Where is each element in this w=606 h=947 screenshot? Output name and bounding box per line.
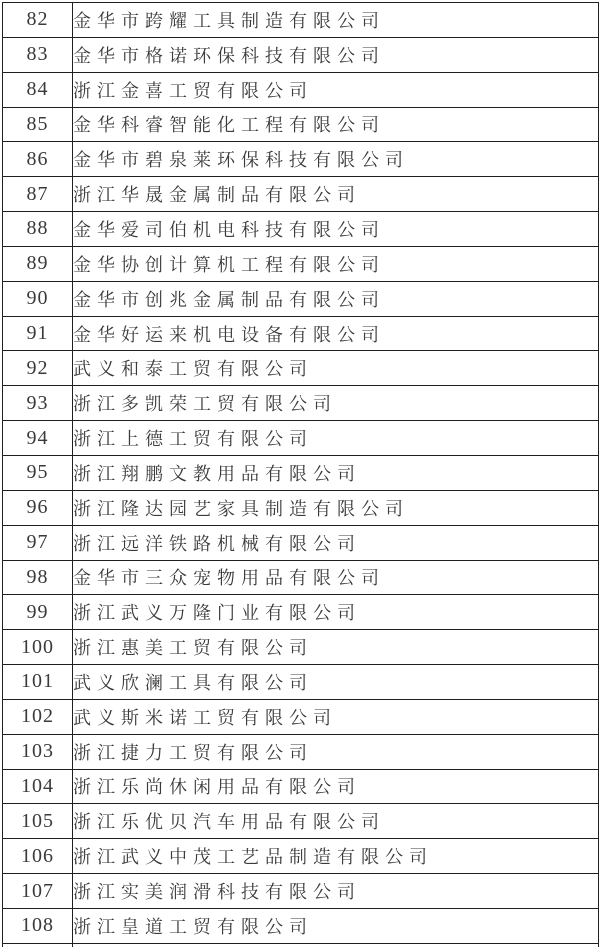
row-number-cell: 94 (3, 421, 73, 456)
company-name-cell: 金华科睿智能化工程有限公司 (73, 107, 599, 142)
company-name-cell: 金华爱司伯机电科技有限公司 (73, 212, 599, 247)
company-table-body (3, 3, 599, 947)
row-number-cell: 101 (3, 665, 73, 700)
row-number-cell: 93 (3, 386, 73, 421)
row-number-cell: 90 (3, 281, 73, 316)
table-row (3, 421, 599, 456)
company-name-cell: 金华市跨耀工具制造有限公司 (73, 3, 599, 38)
row-number-cell: 102 (3, 699, 73, 734)
table-row (3, 490, 599, 525)
table-row (3, 769, 599, 804)
company-name-cell: 武义斯米诺工贸有限公司 (73, 699, 599, 734)
table-row (3, 142, 599, 177)
company-table-container (2, 2, 601, 947)
company-name-cell: 浙江乐优贝汽车用品有限公司 (73, 804, 599, 839)
company-table (2, 2, 599, 947)
table-row (3, 839, 599, 874)
row-number-cell: 104 (3, 769, 73, 804)
table-row (3, 699, 599, 734)
company-name-cell: 浙江华晟金属制品有限公司 (73, 177, 599, 212)
company-name-cell: 浙江武义中茂工艺品制造有限公司 (73, 839, 599, 874)
table-row-partial (3, 943, 599, 947)
row-number-cell: 84 (3, 72, 73, 107)
row-number-cell: 99 (3, 595, 73, 630)
table-row (3, 246, 599, 281)
row-number-cell: 87 (3, 177, 73, 212)
table-row (3, 316, 599, 351)
row-number-cell: 97 (3, 525, 73, 560)
table-row (3, 595, 599, 630)
company-name-cell: 浙江隆达园艺家具制造有限公司 (73, 490, 599, 525)
table-row (3, 37, 599, 72)
company-name-cell: 浙江惠美工贸有限公司 (73, 630, 599, 665)
table-row (3, 177, 599, 212)
table-row (3, 525, 599, 560)
row-number-cell: 100 (3, 630, 73, 665)
company-name-cell: 浙江捷力工贸有限公司 (73, 734, 599, 769)
row-number-cell: 92 (3, 351, 73, 386)
row-number-cell: 103 (3, 734, 73, 769)
row-number-cell: 82 (3, 3, 73, 38)
company-name-cell: 武义和泰工贸有限公司 (73, 351, 599, 386)
table-row (3, 630, 599, 665)
table-row (3, 908, 599, 943)
row-number-cell: 107 (3, 874, 73, 909)
row-number-cell: 98 (3, 560, 73, 595)
company-name-cell: 浙江金喜工贸有限公司 (73, 72, 599, 107)
row-number-cell: 89 (3, 246, 73, 281)
company-name-cell: 浙江皇道工贸有限公司 (73, 908, 599, 943)
row-number-cell: 96 (3, 490, 73, 525)
row-number-cell: 95 (3, 455, 73, 490)
table-row (3, 665, 599, 700)
table-row (3, 107, 599, 142)
company-name-cell: 武义欣澜工具有限公司 (73, 665, 599, 700)
company-name-cell: 浙江远洋铁路机械有限公司 (73, 525, 599, 560)
row-number-cell: 106 (3, 839, 73, 874)
table-row (3, 560, 599, 595)
company-name-cell: 金华市创兆金属制品有限公司 (73, 281, 599, 316)
company-name-cell: 浙江翔鹏文教用品有限公司 (73, 455, 599, 490)
row-number-cell: 91 (3, 316, 73, 351)
company-name-cell (73, 943, 599, 947)
table-row (3, 455, 599, 490)
company-name-cell: 金华市格诺环保科技有限公司 (73, 37, 599, 72)
company-name-cell: 金华协创计算机工程有限公司 (73, 246, 599, 281)
company-name-cell: 浙江多凯荣工贸有限公司 (73, 386, 599, 421)
company-name-cell: 浙江武义万隆门业有限公司 (73, 595, 599, 630)
row-number-cell: 88 (3, 212, 73, 247)
company-name-cell: 金华市碧泉莱环保科技有限公司 (73, 142, 599, 177)
company-name-cell: 浙江实美润滑科技有限公司 (73, 874, 599, 909)
row-number-cell: 105 (3, 804, 73, 839)
company-name-cell: 浙江上德工贸有限公司 (73, 421, 599, 456)
table-row (3, 72, 599, 107)
table-row (3, 874, 599, 909)
table-row (3, 351, 599, 386)
table-row (3, 281, 599, 316)
row-number-cell: 86 (3, 142, 73, 177)
row-number-cell: 83 (3, 37, 73, 72)
row-number-cell: 85 (3, 107, 73, 142)
table-row (3, 3, 599, 38)
row-number-cell: 108 (3, 908, 73, 943)
row-number-cell (3, 943, 73, 947)
table-row (3, 212, 599, 247)
table-row (3, 386, 599, 421)
table-row (3, 804, 599, 839)
company-name-cell: 金华市三众宠物用品有限公司 (73, 560, 599, 595)
table-row (3, 734, 599, 769)
company-name-cell: 金华好运来机电设备有限公司 (73, 316, 599, 351)
company-name-cell: 浙江乐尚休闲用品有限公司 (73, 769, 599, 804)
